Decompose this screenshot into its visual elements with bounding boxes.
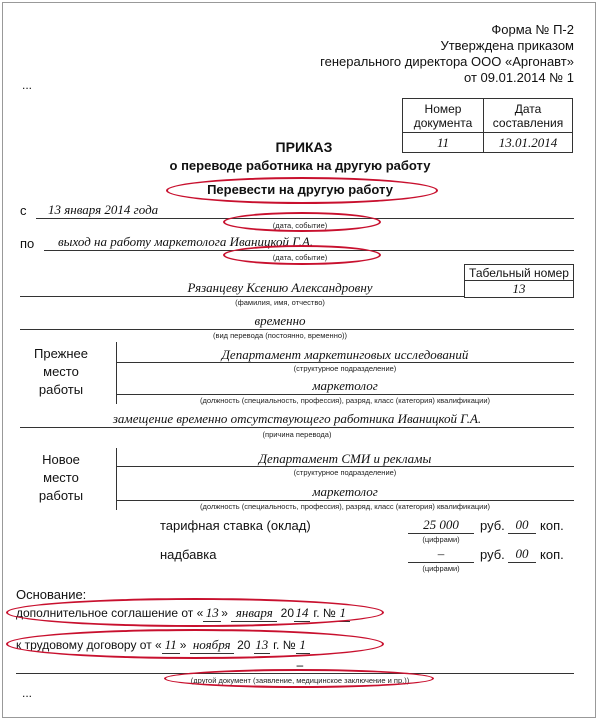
to-caption-highlight [223, 245, 381, 265]
previous-position-line [116, 394, 574, 395]
name-caption: (фамилия, имя, отчество) [235, 298, 325, 307]
new-position-line [116, 500, 574, 501]
tab-number-header: Табельный номер [465, 265, 574, 281]
bonus-caption: (цифрами) [422, 564, 460, 573]
new-dept-line [116, 466, 574, 467]
previous-position: маркетолог [312, 378, 378, 393]
ellipsis-top: ... [22, 78, 33, 92]
basis-line2-highlight [6, 629, 384, 659]
basis-line2-year: 13 [255, 637, 269, 652]
previous-position-caption: (должность (специальность, профессия), разряд, класс (категория) квалификации) [199, 396, 491, 405]
from-value: 13 января 2014 года [48, 202, 159, 217]
new-position-caption: (должность (специальность, профессия), разряд, класс (категория) квалификации) [199, 502, 491, 511]
rate-kop-value: 00 [515, 517, 529, 532]
employee-name: Рязанцеву Ксению Александровну [187, 280, 373, 295]
bonus-value: – [437, 546, 445, 561]
previous-place-label: Прежнее место работы [34, 346, 88, 397]
page-subtitle: о переводе работника на другую работу [169, 158, 431, 173]
transfer-caption: (вид перевода (постоянно, временно)) [212, 331, 348, 340]
previous-dept-caption: (структурное подразделение) [293, 364, 397, 373]
basis-line2-year-prefix: 20 [237, 638, 251, 652]
doc-number-header: Номер документа [403, 99, 484, 133]
action-highlight [166, 177, 438, 204]
basis-line2-day: 11 [162, 637, 180, 654]
action-text: Перевести на другую работу [207, 182, 393, 197]
name-line [20, 296, 464, 297]
rate-kop: коп. [540, 518, 564, 533]
basis-line1-highlight [6, 598, 384, 627]
to-caption: (дата, событие) [272, 253, 328, 262]
rate-value: 25 000 [423, 517, 459, 532]
from-label: с [20, 203, 27, 218]
basis-line2-quote: » [179, 638, 187, 652]
new-place-label: Новое место работы [38, 452, 84, 503]
bonus-kop-line [508, 562, 536, 563]
transfer-line [20, 329, 574, 330]
tab-number-value: 13 [465, 281, 574, 298]
director-text: генерального директора ООО «Аргонавт» [320, 54, 574, 69]
previous-dept-line [116, 362, 574, 363]
basis-line1-prefix: дополнительное соглашение от « [16, 606, 204, 620]
doc-date-header: Дата составления [484, 99, 573, 133]
basis-line1-month: января [231, 605, 277, 622]
other-doc-caption: (другой документ (заявление, медицинское заключение и пр.)) [190, 676, 410, 685]
bonus-line [408, 562, 474, 563]
new-position: маркетолог [312, 484, 378, 499]
basis-line1-quote: » [221, 606, 228, 620]
rate-caption: (цифрами) [422, 535, 460, 544]
basis-line2-number: 1 [296, 637, 310, 654]
previous-dept: Департамент маркетинговых исследований [221, 347, 469, 362]
page-title: ПРИКАЗ [275, 139, 333, 155]
doc-number-value: 11 [403, 133, 484, 153]
other-doc-dash: – [296, 657, 304, 672]
from-caption-highlight [223, 212, 381, 232]
approval-date: от 09.01.2014 № 1 [464, 70, 574, 85]
basis-line1-year-prefix: 20 [280, 606, 294, 620]
to-label: по [20, 236, 35, 251]
bonus-kop-value: 00 [515, 546, 529, 561]
transfer-reason: замещение временно отсутствующего работника Иваницкой Г.А. [112, 411, 482, 426]
ellipsis-bottom: ... [22, 686, 33, 700]
doc-date-value: 13.01.2014 [484, 133, 573, 153]
reason-caption: (причина перевода) [262, 430, 332, 439]
rate-label: тарифная ставка (оклад) [160, 518, 311, 533]
transfer-type: временно [254, 313, 306, 328]
reason-line [20, 427, 574, 428]
new-dept-caption: (структурное подразделение) [293, 468, 397, 477]
rate-rub: руб. [480, 518, 505, 533]
basis-label: Основание: [16, 587, 87, 602]
rate-line [408, 533, 474, 534]
basis-line1-year: 14 [295, 605, 309, 620]
approved-text: Утверждена приказом [440, 38, 574, 53]
basis-line1-day: 13 [203, 605, 221, 622]
other-doc-highlight [164, 669, 434, 688]
basis-line2-g: г. № [273, 638, 296, 652]
basis-line2-prefix: к трудовому договору от « [16, 638, 162, 652]
basis-line2-month: ноября [190, 637, 234, 654]
basis-line1-g: г. № [313, 606, 336, 620]
rate-kop-line [508, 533, 536, 534]
from-caption: (дата, событие) [272, 221, 328, 230]
bonus-label: надбавка [160, 547, 217, 562]
bonus-rub: руб. [480, 547, 505, 562]
form-number: Форма № П-2 [491, 22, 574, 37]
basis-line1-number: 1 [336, 605, 350, 622]
bonus-kop: коп. [540, 547, 564, 562]
to-value: выход на работу маркетолога Иваницкой Г.А. [58, 234, 314, 249]
new-dept: Департамент СМИ и рекламы [258, 451, 432, 466]
